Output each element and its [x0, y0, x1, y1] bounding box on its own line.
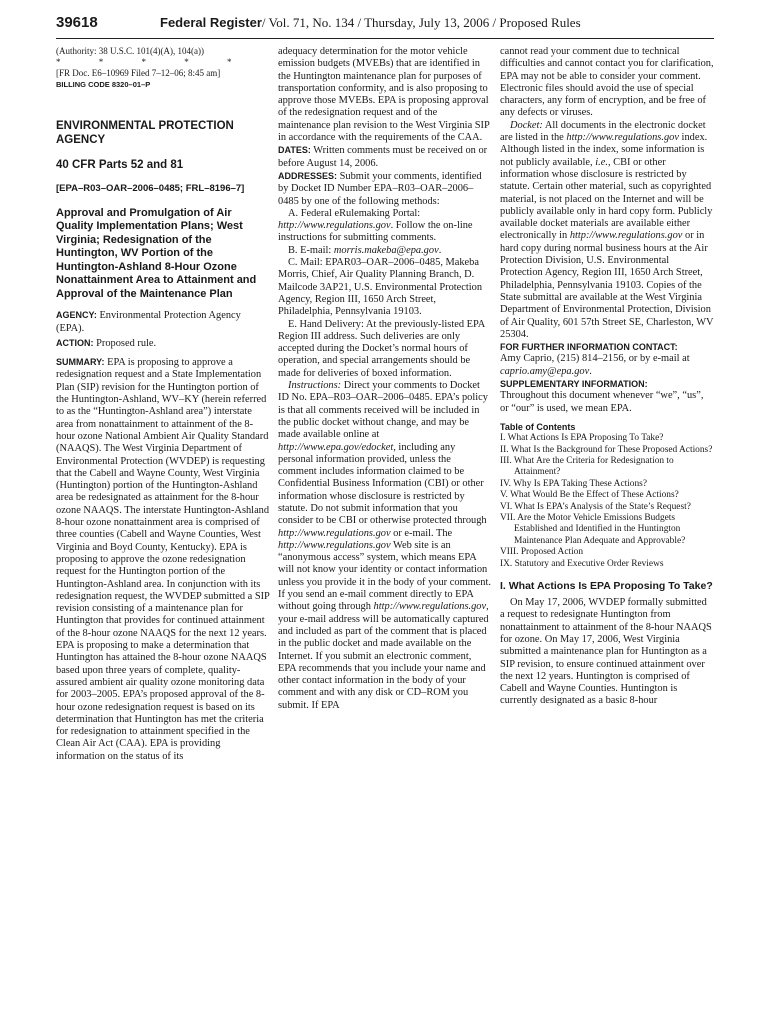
header-rule: [56, 38, 714, 39]
toc-item: VIII. Proposed Action: [500, 547, 584, 558]
docket-text-1: All documents in the electronic docket are listed in the: [500, 119, 706, 144]
table-of-contents: [500, 433, 714, 570]
docket-text-2: index. Although listed in the index, some information is not publicly available,: [500, 132, 708, 168]
method-a-text: A. Federal eRulemaking Portal:: [288, 207, 421, 219]
regulations-link[interactable]: http://www.regulations.gov: [278, 220, 391, 232]
toc-item: III. What Are the Criteria for Redesignation to Attainment?: [500, 456, 674, 478]
further-info-tail: .: [589, 365, 592, 377]
toc-item: V. What Would Be the Effect of These Actions?: [500, 490, 679, 501]
action-para: [56, 337, 270, 350]
instructions-continued: cannot read your comment due to technical difficulties and cannot contact you for clarification, EPA may not be able to consider your comment. Electronic files should avoid the use of special characters, any form of encryption, and be free of any defects or viruses.: [500, 46, 714, 119]
action-label: ACTION:: [56, 337, 94, 348]
regulations-link[interactable]: http://www.regulations.gov: [278, 539, 391, 551]
dates-para: [278, 144, 492, 170]
instructions-text-1: Direct your comments to Docket ID No. EPA–R03–OAR–2006–0485. EPA’s policy is that all comments received will be included in the public docket without change, and may be made available online at: [278, 380, 488, 441]
further-info-para: [500, 353, 714, 378]
toc-item: II. What Is the Background for These Proposed Actions?: [500, 444, 713, 455]
dates-label: DATES:: [278, 145, 311, 156]
further-info-text: Amy Caprio, (215) 814–2156, or by e-mail at: [500, 353, 690, 365]
addresses-text: Submit your comments, identified by Docket ID Number EPA–R03–OAR–2006–0485 by one of the following methods:: [278, 170, 482, 207]
section-1-text: On May 17, 2006, WVDEP formally submitted a request to redesignate Huntington from nonattainment to attainment of the 8-hour NAAQS for ozone. On May 17, 2006, West Virginia submitted a maintenance plan for Huntington as a SIP revision, to ensure continued attainment over the next 12 years. Huntington is comprised of Cabell and Wayne Counties. Huntington is currently designated as a basic 8-hour: [500, 597, 712, 707]
instructions-text-2: , including any personal information provided, unless the comment includes information claimed to be Confidential Business Information (CBI) or other information whose disclosure is restricted by statute. Do not submit information that you consider to be CBI or otherwise protected through: [278, 441, 487, 527]
column-2: [278, 46, 492, 712]
method-c: C. Mail: EPAR03–OAR–2006–0485, Makeba Morris, Chief, Air Quality Planning Branch, D. Mailcode 3AP21, U.S. Environmental Protection Agency, Region III, 1650 Arch Street, Philadelphia, Pennsylvania 19103.: [278, 257, 483, 318]
regulations-link[interactable]: http://www.regulations.gov: [569, 230, 683, 242]
page-number: 39618: [56, 14, 98, 31]
method-a-tail: . Follow the on-line instructions for submitting comments.: [278, 220, 473, 244]
billing-code: BILLING CODE 8320–01–P: [56, 80, 151, 89]
summary-label: SUMMARY:: [56, 357, 105, 368]
dates-text: Written comments must be received on or before August 14, 2006.: [278, 145, 488, 169]
instructions-text-5: , your e-mail address will be automatically captured and included as part of the comment that is placed in the public docket and made available on the Internet. If you submit an electronic comment, EPA recommends that you include your name and other contact information in the body of your comment and with any disk or CD–ROM you submit. If EPA: [278, 601, 489, 711]
method-b: [278, 245, 492, 257]
asterisk-separator: * * * * *: [56, 57, 250, 67]
regulations-link[interactable]: http://www.regulations.gov: [373, 601, 487, 613]
column-3: [500, 46, 714, 708]
toc-item: VI. What Is EPA’s Analysis of the State’s Request?: [500, 501, 691, 512]
method-b-tail: .: [438, 244, 442, 256]
supplementary-label: SUPPLEMENTARY INFORMATION:: [500, 379, 648, 390]
docket-text-4: or in hard copy during normal business hours at the Air Protection Division, U.S. Environmental Protection Agency, Region III, 1650 Arch Street, Philadelphia, Pennsylvania 19103. Copies of the State submittal are available at the West Virginia Department of Environmental Protection, Division of Air Quality, 601 57th Street SE, Charleston, WV 25304.: [500, 230, 714, 340]
summary-text: EPA is proposing to approve a redesignation request and a State Implementation Plan (SIP) revision for the Huntington portion of the Huntington-Ashland, WV–KY (herein referred to as the “Huntington-Ashland area”) interstate area from nonattainment to attainment of the 8-hour ozone National Ambient Air Quality Standard (NAAQS). The West Virginia Department of Environmental Protection (WVDEP) is requesting that the Cabell and Wayne County, West Virginia (Huntington) portion of the Huntington-Ashland area be redesignated as attainment for the 8-hour ozone NAAQS. The interstate Huntington-Ashland 8-hour ozone nonattainment area is comprised of three counties (Cabell and Wayne Counties, West Virginia and Boyd County, Kentucky). EPA is proposing to approve the ozone redesignation request for the Huntington portion of the Huntington-Ashland area. In conjunction with its redesignation request, the WVDEP submitted a SIP revision consisting of a maintenance plan for Huntington that provides for continued attainment of the 8-hour ozone NAAQS for the next 12 years. EPA is proposing to make a determination that Huntington has attained the 8-hour ozone NAAQS based upon three years of complete, quality-assured ambient air quality ozone monitoring data for 2003–2005. EPA’s proposed approval of the 8-hour ozone redesignation request is based on its determination that Huntington has met the criteria for redesignation to attainment specified in the Clean Air Act (CAA). EPA is providing information on the status of its: [56, 357, 270, 762]
email-link[interactable]: morris.makeba@epa.gov: [333, 244, 439, 256]
addresses-label: ADDRESSES:: [278, 170, 338, 181]
addresses-para: [278, 170, 492, 208]
further-info-label: FOR FURTHER INFORMATION CONTACT:: [500, 342, 678, 353]
toc-heading: Table of Contents: [500, 421, 576, 432]
method-e: E. Hand Delivery: At the previously-listed EPA Region III address. Such deliveries are only accepted during the Docket’s normal hours of operation, and special arrangements should be made for deliveries of boxed information.: [278, 318, 485, 379]
agency-heading: ENVIRONMENTAL PROTECTION AGENCY: [56, 120, 234, 146]
regulations-link[interactable]: http://www.regulations.gov: [566, 132, 679, 144]
docket-label: Docket:: [510, 119, 543, 131]
method-a: [278, 208, 492, 245]
docket-text-3: , CBI or other information whose disclosure is restricted by statute. Certain other material, such as copyrighted material, is not placed on the Internet and will be publicly available only in hard copy form. Publicly available docket materials are available either electronically in: [500, 156, 713, 242]
summary-para: [56, 356, 270, 763]
supplementary-text: Throughout this document whenever “we”, “us”, or “our” is used, we mean EPA.: [500, 390, 704, 414]
docket-para: [500, 120, 714, 341]
agency-text: Environmental Protection Agency (EPA).: [56, 310, 241, 334]
instructions-text-3: or e-mail. The: [390, 527, 453, 539]
toc-item: VII. Are the Motor Vehicle Emissions Budgets Established and Identified in the Huntington Maintenance Plan Adequate and Approvable?: [500, 513, 686, 546]
contact-email-link[interactable]: caprio.amy@epa.gov: [500, 365, 590, 377]
agency-para: [56, 309, 270, 335]
authority-line: (Authority: 38 U.S.C. 101(4)(A), 104(a)): [56, 46, 204, 56]
section-1-heading: I. What Actions Is EPA Proposing To Take?: [500, 580, 713, 593]
regulations-link[interactable]: http://www.regulations.gov: [278, 527, 391, 539]
cfr-parts: 40 CFR Parts 52 and 81: [56, 159, 184, 171]
summary-continued: adequacy determination for the motor vehicle emission budgets (MVEBs) that are identified in the Huntington maintenance plan for purposes of transportation conformity, and is also proposing to approve those MVEBs. EPA is proposing approval of the redesignation request and of the maintenance plan revision to the West Virginia SIP in accordance with the requirements of the CAA.: [278, 46, 490, 144]
method-b-text: B. E-mail:: [288, 244, 334, 256]
issue-info: / Vol. 71, No. 134 / Thursday, July 13, 2006 / Proposed Rules: [261, 15, 581, 30]
journal-name: Federal Register: [160, 15, 262, 30]
instructions-para: [278, 380, 492, 712]
toc-item: I. What Actions Is EPA Proposing To Take?: [500, 433, 664, 444]
action-text: Proposed rule.: [93, 337, 157, 349]
instructions-text-4: Web site is an “anonymous access” system, which means EPA will not know your identity or contact information unless you provide it in the body of your comment. If you send an e-mail comment directly to EPA without going through: [278, 539, 491, 613]
docket-id: [EPA–R03–OAR–2006–0485; FRL–8196–7]: [56, 182, 245, 194]
fr-doc-line: [FR Doc. E6–10969 Filed 7–12–06; 8:45 am]: [56, 68, 221, 78]
agency-label: AGENCY:: [56, 310, 97, 321]
instructions-label: Instructions:: [288, 380, 342, 392]
edocket-link[interactable]: http://www.epa.gov/edocket: [278, 441, 394, 453]
journal-line: [160, 12, 581, 34]
toc-item: IV. Why Is EPA Taking These Actions?: [500, 478, 647, 489]
rule-title: Approval and Promulgation of Air Quality Implementation Plans; West Virginia; Redesignation of the Huntington, WV Portion of the Huntington-Ashland 8-Hour Ozone Nonattainment Area to Attainment and Approval of the Maintenance Plan: [56, 206, 257, 300]
column-1: [56, 46, 270, 763]
running-header: [56, 12, 736, 34]
ie-abbrev: i.e.: [595, 156, 608, 168]
toc-item: IX. Statutory and Executive Order Reviews: [500, 558, 664, 569]
